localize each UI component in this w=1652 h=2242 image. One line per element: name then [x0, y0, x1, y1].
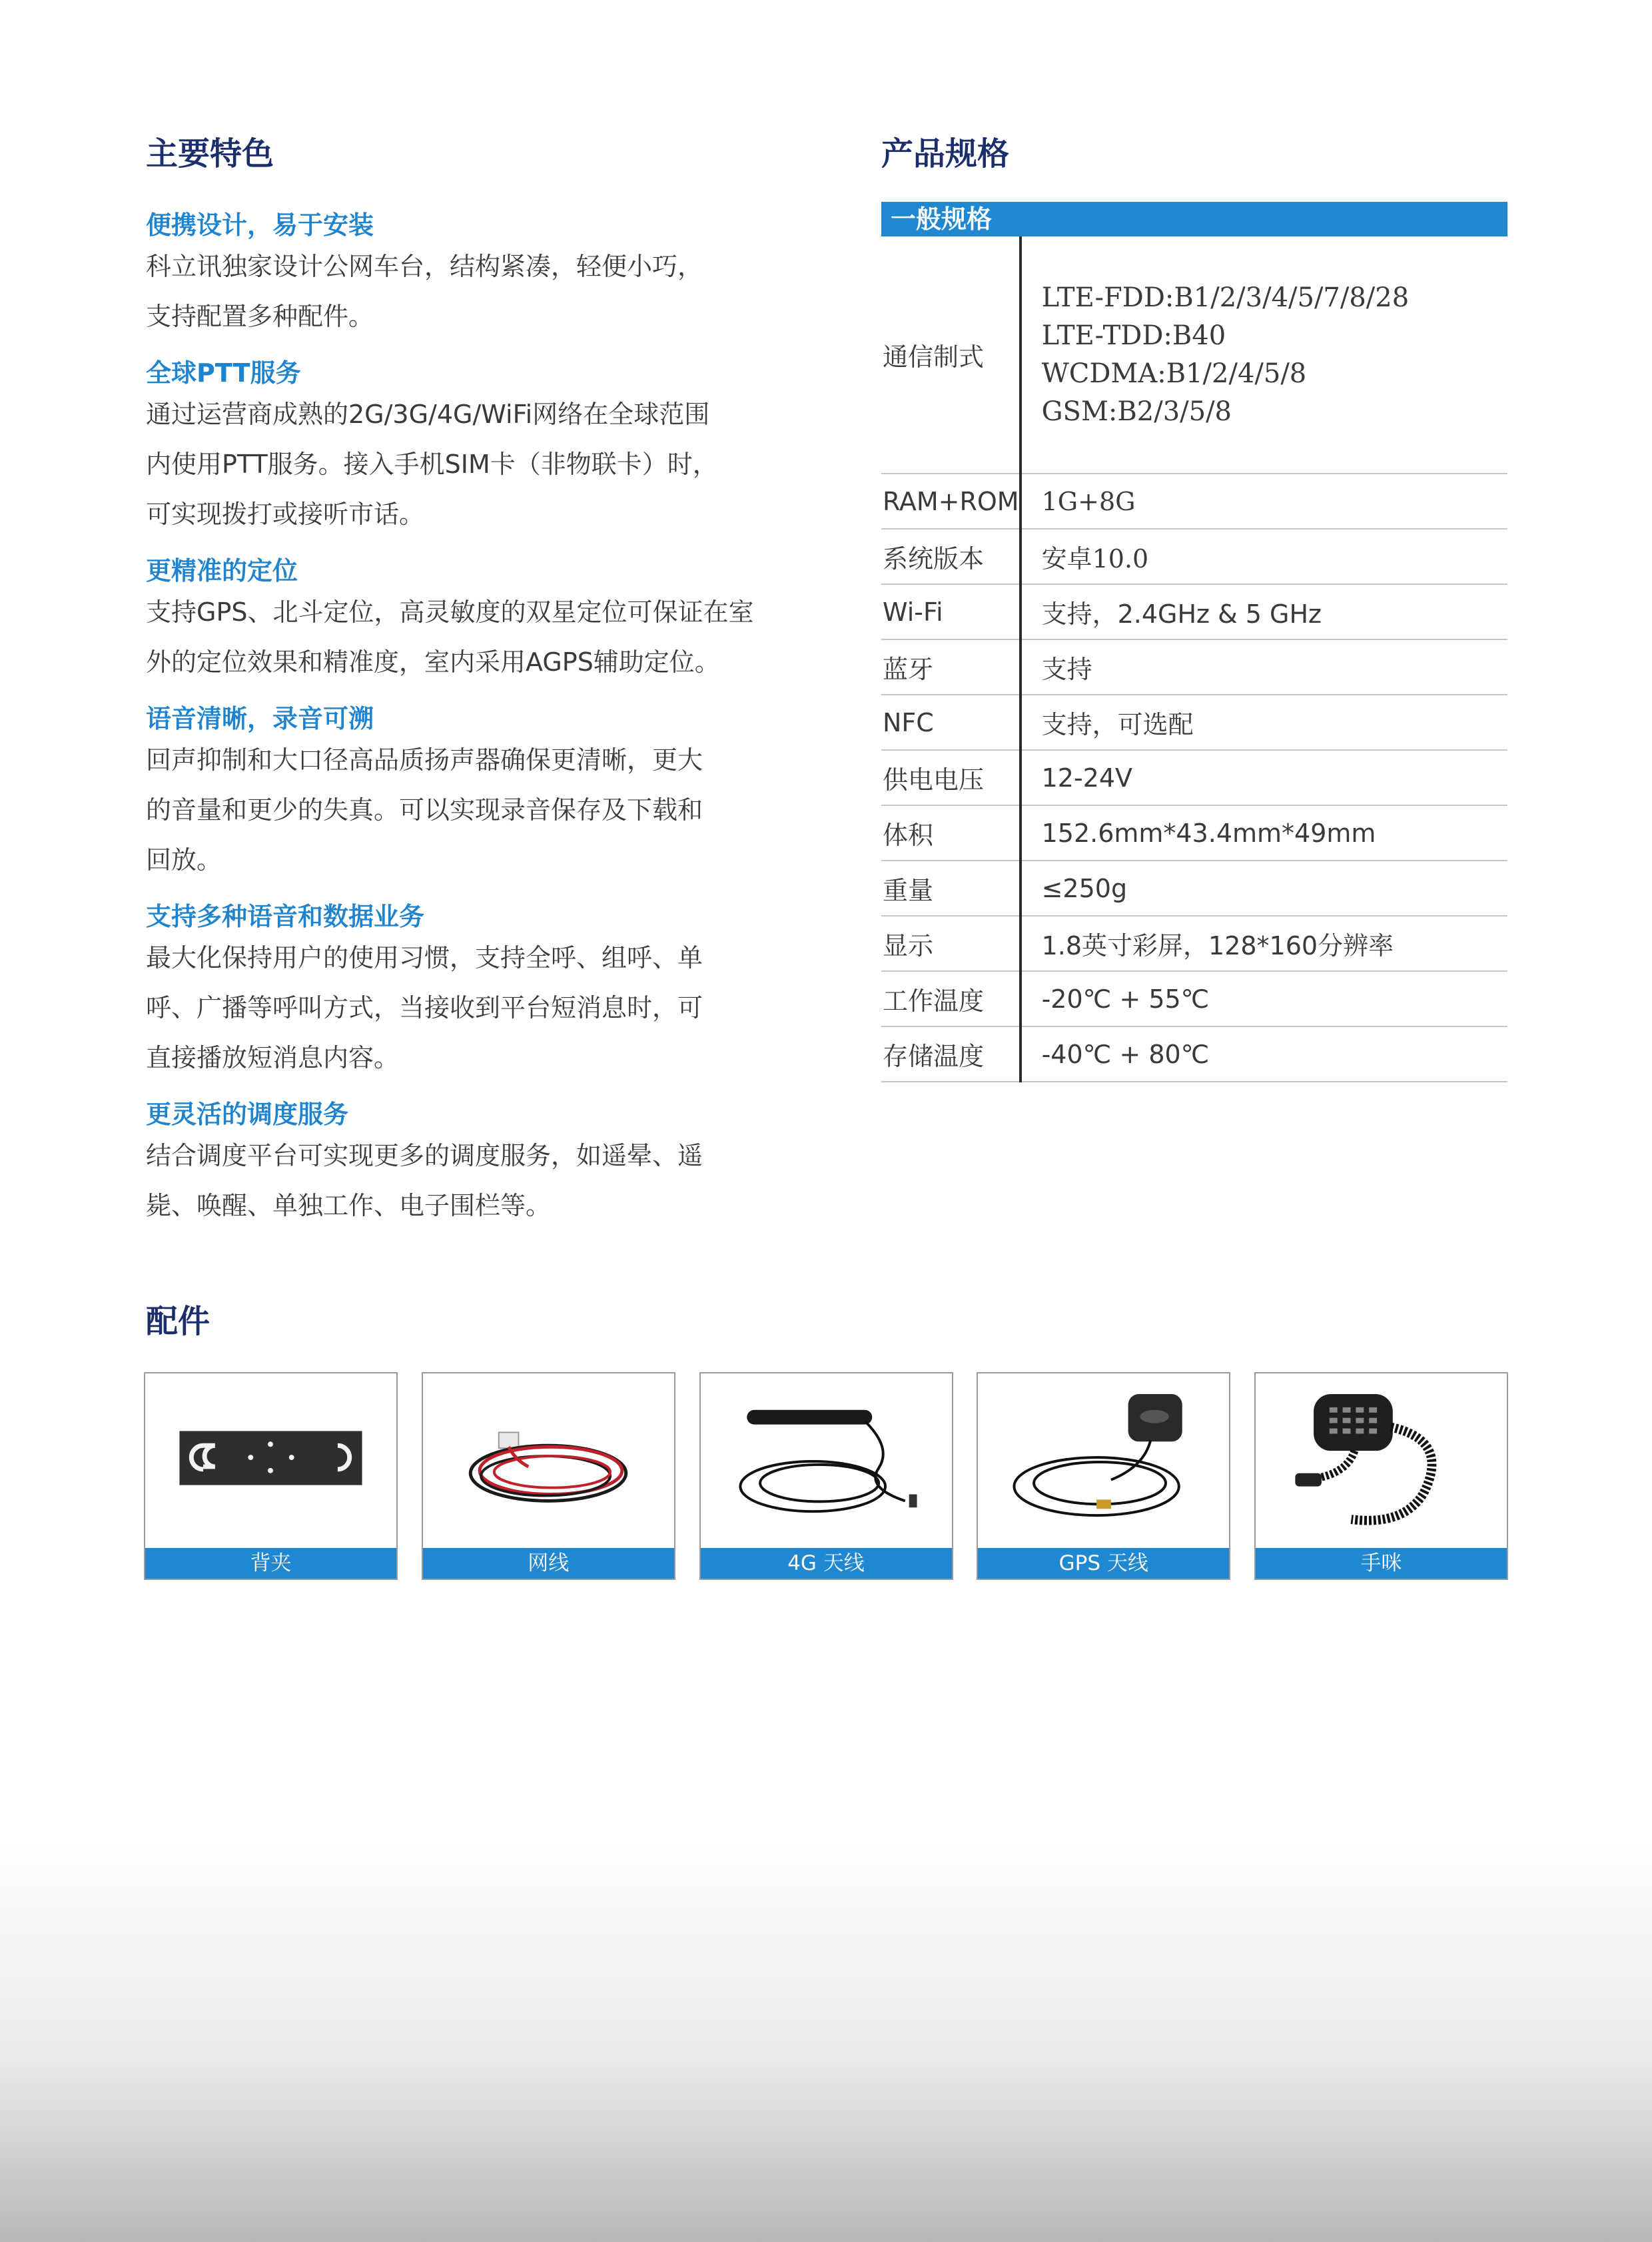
spec-label: 通信制式 — [881, 236, 1021, 474]
spec-row — [881, 750, 1507, 805]
spec-label: 工作温度 — [881, 971, 1021, 1026]
back-clip-icon — [145, 1373, 396, 1548]
spec-row — [881, 1026, 1507, 1082]
feature-line: 外的定位效果和精准度，室内采用AGPS辅助定位。 — [146, 647, 720, 677]
accessory-label: 手咪 — [1256, 1548, 1507, 1579]
spec-row — [881, 695, 1507, 750]
feature-body — [146, 735, 772, 885]
spec-table — [881, 236, 1507, 1082]
comm-line: LTE-FDD:B1/2/3/4/5/7/8/28 — [1041, 282, 1410, 313]
feature-heading: 语音清晰，录音可溯 — [146, 704, 374, 733]
feature-line: 回声抑制和大口径高品质扬声器确保更清晰，更大 — [146, 745, 703, 775]
spec-value: 152.6mm*43.4mm*49mm — [1021, 805, 1507, 861]
comm-line: WCDMA:B1/2/4/5/8 — [1041, 358, 1307, 389]
spec-label: NFC — [881, 695, 1021, 750]
accessory-label: GPS 天线 — [978, 1548, 1229, 1579]
spec-value: 支持，2.4GHz & 5 GHz — [1021, 584, 1507, 639]
spec-label: 重量 — [881, 861, 1021, 916]
accessory-card — [1254, 1372, 1508, 1580]
features-section — [146, 130, 772, 1231]
accessory-card — [422, 1372, 675, 1580]
spec-row — [881, 805, 1507, 861]
spec-value-comm — [1021, 236, 1507, 474]
accessory-label: 网线 — [423, 1548, 674, 1579]
spec-row — [881, 529, 1507, 584]
accessory-card — [144, 1372, 398, 1580]
feature-line: 内使用PTT服务。接入手机SIM卡（非物联卡）时， — [146, 450, 718, 479]
accessory-label: 4G 天线 — [701, 1548, 952, 1579]
accessories-row — [144, 1372, 1508, 1580]
feature-line: 科立讯独家设计公网车台，结构紧凑，轻便小巧， — [146, 252, 703, 281]
4g-antenna-icon — [701, 1373, 952, 1548]
feature-item — [146, 900, 772, 1083]
spec-row — [881, 236, 1507, 474]
feature-item — [146, 702, 772, 885]
spec-row — [881, 916, 1507, 971]
spec-label: 显示 — [881, 916, 1021, 971]
accessory-card — [699, 1372, 953, 1580]
comm-line: GSM:B2/3/5/8 — [1041, 396, 1232, 427]
feature-body — [146, 933, 772, 1083]
spec-value: -40℃ + 80℃ — [1021, 1026, 1507, 1082]
feature-item — [146, 1098, 772, 1231]
feature-body — [146, 1131, 772, 1231]
specs-title: 产品规格 — [881, 135, 1010, 173]
specs-section — [881, 130, 1507, 1082]
accessory-label: 背夹 — [145, 1548, 396, 1579]
spec-value: 支持 — [1021, 639, 1507, 695]
feature-heading: 支持多种语音和数据业务 — [146, 902, 425, 931]
feature-item — [146, 208, 772, 342]
accessory-card — [977, 1372, 1230, 1580]
spec-value: 12-24V — [1021, 750, 1507, 805]
spec-value: 1G+8G — [1021, 474, 1507, 529]
spec-value: 安卓10.0 — [1021, 529, 1507, 584]
feature-heading: 更灵活的调度服务 — [146, 1100, 349, 1129]
accessories-title: 配件 — [146, 1303, 210, 1340]
feature-line: 支持配置多种配件。 — [146, 302, 374, 331]
feature-heading: 全球PTT服务 — [146, 358, 301, 388]
spec-label: 系统版本 — [881, 529, 1021, 584]
hand-microphone-icon — [1256, 1373, 1507, 1548]
spec-label: 存储温度 — [881, 1026, 1021, 1082]
spec-label: 体积 — [881, 805, 1021, 861]
comm-line: LTE-TDD:B40 — [1041, 320, 1226, 351]
spec-value: -20℃ + 55℃ — [1021, 971, 1507, 1026]
feature-line: 最大化保持用户的使用习惯，支持全呼、组呼、单 — [146, 943, 703, 972]
feature-line: 呼、广播等呼叫方式，当接收到平台短消息时，可 — [146, 993, 703, 1022]
spec-label: 供电电压 — [881, 750, 1021, 805]
feature-heading: 更精准的定位 — [146, 556, 298, 585]
feature-line: 毙、唤醒、单独工作、电子围栏等。 — [146, 1191, 552, 1220]
spec-row — [881, 474, 1507, 529]
feature-item — [146, 356, 772, 540]
feature-line: 通过运营商成熟的2G/3G/4G/WiFi网络在全球范围 — [146, 400, 710, 429]
feature-body — [146, 587, 772, 687]
feature-line: 支持GPS、北斗定位，高灵敏度的双星定位可保证在室 — [146, 597, 754, 627]
spec-row — [881, 584, 1507, 639]
feature-line: 可实现拨打或接听市话。 — [146, 500, 425, 529]
feature-line: 的音量和更少的失真。可以实现录音保存及下载和 — [146, 795, 703, 825]
features-title: 主要特色 — [146, 135, 274, 173]
spec-label: 蓝牙 — [881, 639, 1021, 695]
spec-value: ≤250g — [1021, 861, 1507, 916]
feature-body — [146, 242, 772, 342]
spec-row — [881, 861, 1507, 916]
spec-row — [881, 971, 1507, 1026]
spec-value: 1.8英寸彩屏，128*160分辨率 — [1021, 916, 1507, 971]
spec-label: RAM+ROM — [881, 474, 1021, 529]
feature-body — [146, 390, 772, 540]
feature-line: 回放。 — [146, 845, 222, 875]
gps-antenna-icon — [978, 1373, 1229, 1548]
spec-row — [881, 639, 1507, 695]
power-cable-icon — [423, 1373, 674, 1548]
spec-value: 支持，可选配 — [1021, 695, 1507, 750]
feature-line: 结合调度平台可实现更多的调度服务，如遥晕、遥 — [146, 1141, 703, 1170]
feature-heading: 便携设计，易于安装 — [146, 210, 374, 240]
spec-label: Wi-Fi — [881, 584, 1021, 639]
spec-group-header: 一般规格 — [881, 202, 1507, 236]
feature-line: 直接播放短消息内容。 — [146, 1043, 400, 1072]
feature-item — [146, 554, 772, 687]
